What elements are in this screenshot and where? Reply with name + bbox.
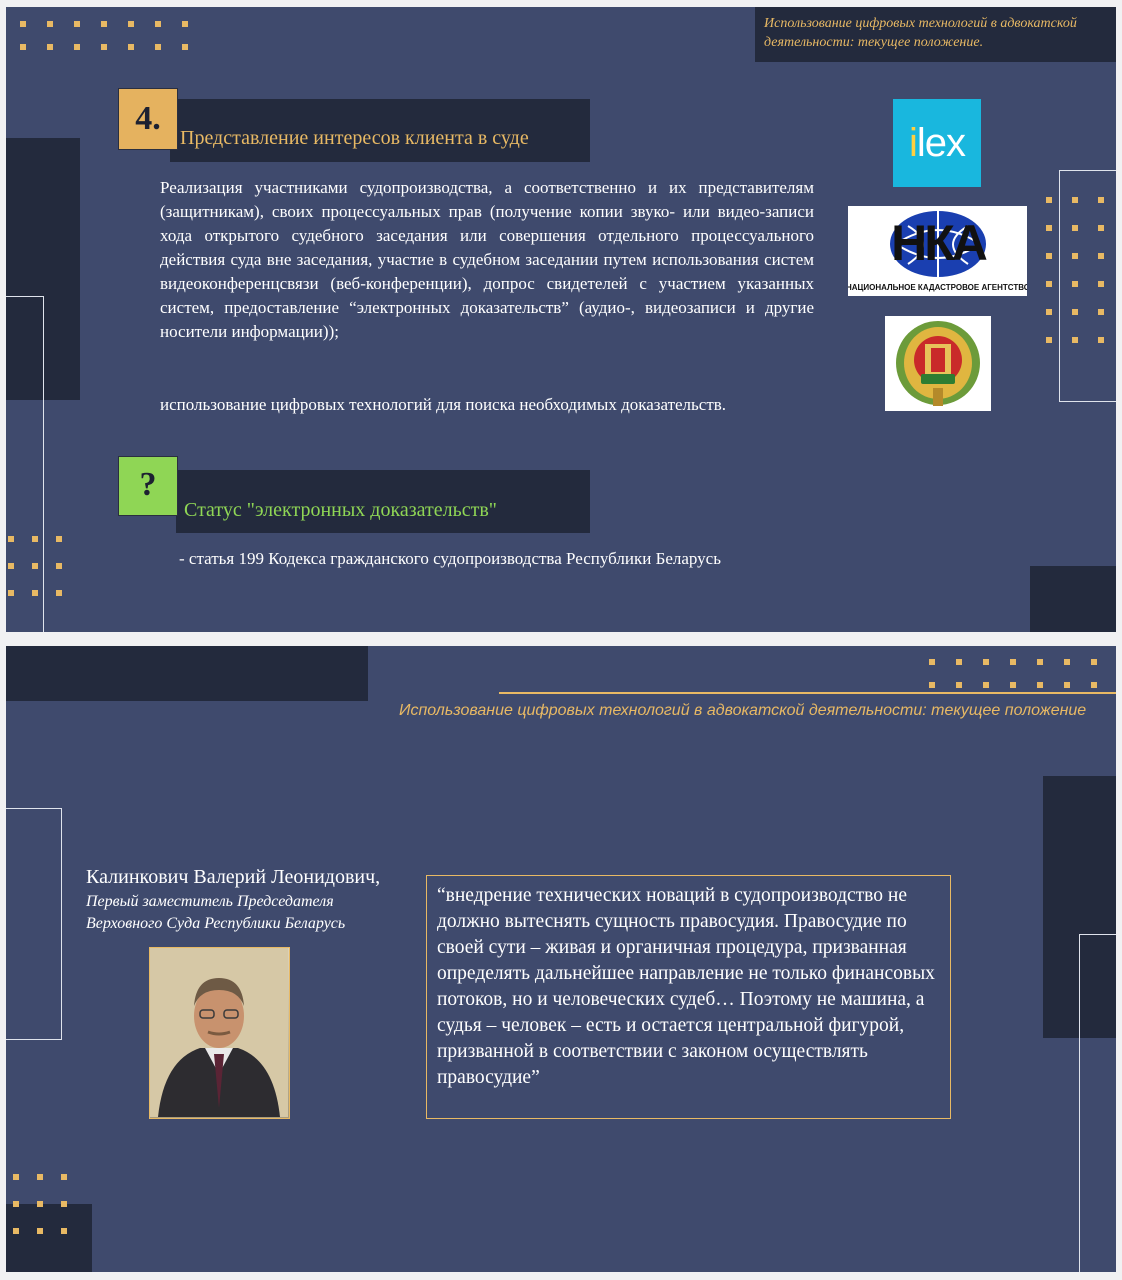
bottom-left-dots (8, 536, 62, 596)
header-title: Использование цифровых технологий в адвокатской деятельности: текущее положение. (764, 16, 1077, 50)
person-photo (149, 947, 290, 1119)
section-title: Представление интересов клиента в суде (180, 127, 529, 149)
portrait-icon (150, 948, 288, 1117)
slide-1 (6, 7, 1116, 632)
header-title-2: Использование цифровых технологий в адвокатской деятельности: текущее положение (399, 702, 1087, 719)
person-name: Калинкович Валерий Леонидович, (86, 866, 381, 888)
section-number-badge: 4. (118, 88, 178, 150)
top-left-dots (20, 21, 188, 50)
ilex-logo-i: i (908, 121, 917, 165)
nka-letters: НКА (891, 215, 985, 271)
person-role: Первый заместитель Председателя Верховного Суда Республики Беларусь (86, 893, 346, 932)
question-text: - статья 199 Кодекса гражданского судопроизводства Республики Беларусь (179, 549, 721, 568)
top-left-dark-bar (6, 646, 368, 701)
ilex-logo-rest: lex (916, 121, 966, 165)
header-underline (499, 692, 1116, 694)
bottom-right-dark-block (1030, 566, 1116, 632)
ilex-logo (893, 99, 981, 187)
slide-2 (6, 646, 1116, 1272)
nka-logo (848, 206, 1027, 296)
emblem-icon (885, 316, 991, 411)
nka-logo-icon (848, 206, 1027, 296)
body-paragraph-1: Реализация участниками судопроизводства, а соответственно и их представителям (защитникам), своих процессуальных прав (получение копии звуко- или видео-записи хода открытого судебного заседания или совершения отдельного процессуального действия суда вне заседания, участие в судебном заседании путем использования систем видеоконференцсвязи (веб-конференции), допрос свидетелей с участием указанных систем, предоставление “электронных доказательств” (аудио-, видеозаписи и другие носители информации)); (160, 178, 814, 341)
question-title: Статус "электронных доказательств" (184, 499, 497, 521)
top-right-dots (929, 659, 1097, 688)
bottom-left-dots-2 (13, 1174, 67, 1234)
ministry-emblem (885, 316, 991, 411)
quote-text: “внедрение технических новаций в судопроизводство не должно вытеснять сущность правосудия. Правосудие по своей сути – живая и органичная процедура, призванная определять дальнейшее направление не только финансовых потоков, но и человеческих судеб… Поэтому не машина, а судья – человек – есть и остается центральной фигурой, призванной в соответствии с законом осуществлять правосудие” (437, 885, 935, 1088)
right-outline-frame-2 (1079, 934, 1116, 1272)
body-paragraph-2: использование цифровых технологий для поиска необходимых доказательств. (160, 395, 727, 414)
left-outline-frame-2 (6, 808, 62, 1040)
right-dots (1046, 197, 1104, 343)
question-badge: ? (118, 456, 178, 516)
nka-caption: НАЦИОНАЛЬНОЕ КАДАСТРОВОЕ АГЕНТСТВО (848, 283, 1027, 292)
